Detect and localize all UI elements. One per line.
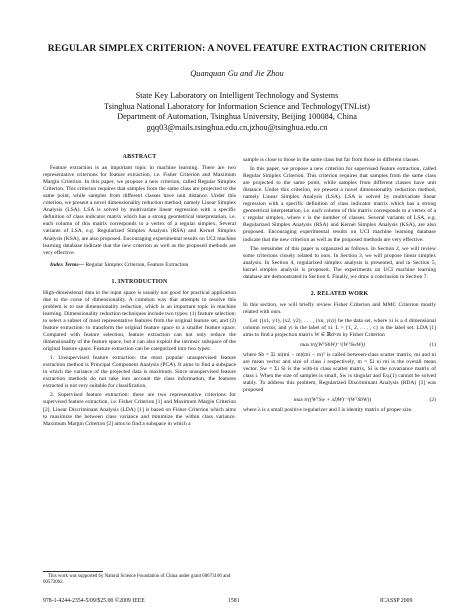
body-paragraph: The remainder of this paper is organized as follows. In Section 2, we will review some criterions closely related to ours. In Section 3, we will propose linear simplex analysis. In Section 4, regularized simplex analysis is presented, and in Section 5, kernel simplex analysis is proposed. The experiments on UCI machine learning database are demonstrated in Section 6. Finally, we draw a conclusion in Section 7.	[243, 245, 436, 280]
related-paragraph: where λ is a small positive regularizer and I is identity matrix of proper size.	[243, 407, 413, 414]
paper-title: REGULAR SIMPLEX CRITERION: A NOVEL FEATURE EXTRACTION CRITERION	[47, 43, 427, 54]
left-column	[43, 154, 236, 430]
footer-page-number: 1581	[228, 598, 240, 604]
intro-paragraph: 1. Unsupervised feature extraction: the most popular unsupervised feature extraction method is Principal Component Analysis (PCA). It aims to find a subspace in which the variance of the projected data is maximum. Since unsupervised feature extraction methods do not take into account the class information, the features extracted is not very suitable for classification.	[43, 355, 236, 390]
footer-conference: ICASSP 2009	[380, 598, 413, 604]
footnote-divider	[43, 571, 103, 572]
funding-footnote: This work was supported by Natural Science Foundation of China under grant 60673106 and 60573062.	[43, 574, 231, 586]
related-paragraph: Let {(x1, y1), (x2, y2), . . . , (xn, yn)} be the data set, where xi is a d dimensional column vector, and yi is the label of xi. L = {1, 2, . . . , c} is the label set. LDA [1] aims to find a projection matrix W ∈ ℝd×m by Fisher Criterion	[243, 317, 436, 339]
related-work-heading: 2. RELATED WORK	[310, 290, 369, 297]
intro-paragraph: High-dimensional data in the input space is usually not good for practical application due to the curse of dimensionality. A common way that attempts to resolve this problem is to use dimensionality reduction, which is an important topic in machine learning. Dimensionality reduction techniques include two types: (1) feature selection: to select a subset of most representative features from the original feature set, and (2) feature extraction: to transform the original feature space to a smaller feature space. Compared with feature selection, feature extraction can not only reduce the dimensionality of the feature space, but it can also exploit the intrinsic subspace of the original feature space. Feature extraction can be categorized into two types:	[43, 289, 236, 353]
intro-paragraph: 2. Supervised feature extraction: there are two representative criterions for supervised feature extraction, i.e. Fisher Criterion [1] and Maximum Margin Criterion [2]. Linear Discriminant Analysis (LDA) [1] is based on Fisher Criterion which aims to maximize the between class variance and minimize the within class variance. Maximum Margin Criterion [2] aims to find a subspace in which a	[43, 392, 236, 427]
right-column	[243, 157, 436, 417]
affiliation-line: Department of Automation, Tsinghua University, Beijing 100084, China	[117, 112, 357, 122]
abstract-text: Feature extraction is an important topic in machine learning. There are two representative criterions for feature extraction, i.e. Fisher Criterion and Maximum Margin Criterion. In this paper, we propose a new criterion, called Regular Simplex Criterion. This criterion requires that samples from the same class are projected to the same point, while samples from different classes have unit distance. Under this criterion, we present a novel dimensionality reduction method, namely Linear Simplex Analysis (LSA). LSA is solved by multivariate linear regression with a specific definition of class indicator matrix which has a strong geometrical interpretation, i.e. each column of this matrix corresponds to a vertex of a regular simplex. Several variants of LSA, e.g. Regularized Simplex Analysis (RSA) and Kernel Simplex Analysis (KSA), are also proposed. Encouraging experimental results on UCI machine learning database indicate that the new criterion as well as the proposed methods are very effective.	[43, 165, 236, 256]
equation-2-expression: max tr((WᵀSw + λI)W)⁻¹(WᵀSbW))	[293, 397, 372, 404]
equation-2-number: (2)	[429, 397, 436, 404]
affiliation-line: Tsinghua National Laboratory for Information Science and Technology(TNList)	[104, 101, 370, 111]
index-terms	[43, 262, 236, 269]
footer-copyright: 978-1-4244-2354-5/09/$25.00 ©2009 IEEE	[43, 598, 145, 604]
affiliation-block	[0, 91, 474, 133]
affiliation-line: State Key Laboratory on Intelligent Technology and Systems	[135, 91, 339, 100]
author-emails: gqq03@mails.tsinghua.edu.cn,jzhou@tsinghua.edu.cn	[146, 122, 328, 132]
abstract-heading: ABSTRACT	[122, 154, 157, 160]
equation-1-expression: max tr((WᵀSbW)⁻¹(WᵀSwW))	[300, 342, 365, 349]
paper-authors: Quanquan Gu and Jie Zhou	[190, 69, 284, 78]
body-paragraph: In this paper, we propose a new criterion for supervised feature extraction, called Regular Simplex Criterion. This criterion requires that samples from the same class are projected to the same point, while samples from different classes have unit distance. Under this criterion, we present a novel dimensionality reduction method, namely Linear Simplex Analysis (LSA). LSA is solved by multivariate linear regression with a specific definition of class indicator matrix which has a strong geometrical interpretation, i.e. each column of this matrix corresponds to a vertex of a c regular simplex, where c is the number of classes. Several variants of LSA, e.g. Regularized Simplex Analysis (RSA) and Kernel Simplex Analysis (KSA), are also proposed. Encouraging experimental results on UCI machine learning database indicate that the new criterion as well as the proposed methods are very effective.	[243, 166, 436, 243]
equation-1	[243, 342, 436, 349]
introduction-heading: 1. INTRODUCTION	[111, 278, 168, 285]
index-terms-label: Index Terms—	[50, 261, 85, 268]
index-terms-text: Regular Simplex Criterion, Feature Extraction	[84, 261, 189, 268]
equation-1-number: (1)	[429, 342, 436, 349]
related-paragraph: In this section, we will briefly review Fisher Criterion and MMC Criterion mostly related with ours.	[243, 301, 436, 315]
related-paragraph: where Sb = Σi ni(mi − m)(mi − m)ᵀ is called between-class scatter matrix, mi and ni are mean vector and size of class i respectively, m = Σi ni mi is the overall mean vector. Sw = Σi Si is the with-in class scatter matrix, Si is the covariance matrix of class i. When the size of samples is small, Sw is singular and Eq.(1) cannot be solved stably. To address this problem, Regularized Discriminant Analysis (RDA) [3] was proposed	[243, 352, 436, 394]
body-paragraph: sample is close to those in the same class but far from those in different classes.	[243, 157, 420, 163]
equation-2	[243, 397, 436, 404]
